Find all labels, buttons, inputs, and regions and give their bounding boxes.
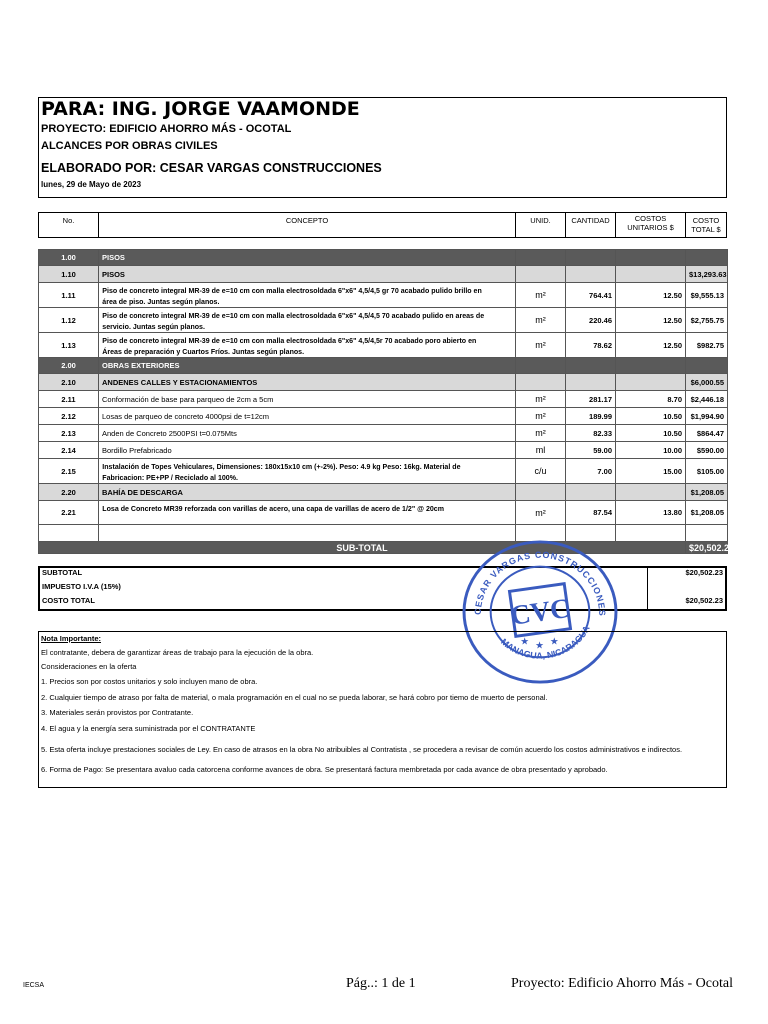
recipient-title: PARA: ING. JORGE VAAMONDE bbox=[41, 98, 360, 120]
row-unit: ml bbox=[516, 442, 566, 459]
row-concept: ANDENES CALLES Y ESTACIONAMIENTOS bbox=[99, 374, 516, 391]
row-concept: PISOS bbox=[99, 266, 516, 283]
row-unit: m² bbox=[516, 408, 566, 425]
row-quantity bbox=[566, 374, 616, 391]
page-number: Pág..: 1 de 1 bbox=[346, 976, 416, 991]
items-table bbox=[38, 249, 735, 554]
notes-box bbox=[38, 631, 727, 788]
row-code: 2.13 bbox=[39, 425, 99, 442]
svg-text:★: ★ bbox=[535, 640, 544, 652]
row-code: 1.00 bbox=[39, 250, 99, 266]
subtotal-row-value: $20,502.23 bbox=[686, 542, 728, 554]
subtotal-label: SUBTOTAL bbox=[42, 568, 83, 577]
col-concept: CONCEPTO bbox=[99, 213, 516, 237]
row-unit bbox=[516, 358, 566, 374]
row-code: 2.21 bbox=[39, 501, 99, 525]
row-code: 2.15 bbox=[39, 459, 99, 484]
row-unit: m² bbox=[516, 425, 566, 442]
row-unit-price: 15.00 bbox=[616, 459, 686, 484]
row-unit-price bbox=[616, 266, 686, 283]
notes-title: Nota Importante: bbox=[41, 634, 101, 643]
row-total: $864.47 bbox=[686, 425, 728, 442]
item-row bbox=[39, 425, 728, 442]
section-row bbox=[39, 250, 728, 266]
row-concept bbox=[99, 525, 516, 542]
note-item-1: 1. Precios son por costos unitarios y solo incluyen mano de obra. bbox=[41, 677, 258, 686]
row-total: $982.75 bbox=[686, 333, 728, 358]
row-quantity bbox=[566, 266, 616, 283]
row-unit-price: 13.80 bbox=[616, 501, 686, 525]
row-unit bbox=[516, 266, 566, 283]
row-concept: Piso de concreto integral MR-39 de e=10 cm con malla electrosoldada 6"x6" 4,5/4,5 gr 70 acabado pulido brillo en área de piso. Juntas según planos. bbox=[99, 283, 491, 308]
row-code: 2.11 bbox=[39, 391, 99, 408]
row-code: 1.13 bbox=[39, 333, 99, 358]
item-row bbox=[39, 501, 728, 525]
row-total: $2,446.18 bbox=[686, 391, 728, 408]
row-concept: Anden de Concreto 2500PSI t=0.075Mts bbox=[99, 425, 516, 442]
row-total bbox=[686, 525, 728, 542]
row-unit: m² bbox=[516, 391, 566, 408]
row-total: $13,293.63 bbox=[686, 266, 728, 283]
iva-label: IMPUESTO I.V.A (15%) bbox=[42, 582, 121, 591]
note-item-5: 5. Esta oferta incluye prestaciones sociales de Ley. En caso de atrasos en la obra No atribuibles al Contratista , se procedera a revisar de común acuerdo los costos administrativos e indirectos. bbox=[41, 745, 683, 754]
row-quantity bbox=[566, 484, 616, 501]
row-total: $1,208.05 bbox=[686, 501, 728, 525]
row-code: 2.00 bbox=[39, 358, 99, 374]
subsection-row bbox=[39, 374, 728, 391]
row-code: 1.10 bbox=[39, 266, 99, 283]
row-quantity: 281.17 bbox=[566, 391, 616, 408]
row-unit bbox=[516, 250, 566, 266]
item-row bbox=[39, 308, 728, 333]
section-row bbox=[39, 358, 728, 374]
stamp-bottom-text: MANAGUA, NICARAGUA bbox=[499, 623, 592, 661]
col-unit: UNID. bbox=[516, 213, 566, 237]
row-quantity: 220.46 bbox=[566, 308, 616, 333]
notes-line-2: Consideraciones en la oferta bbox=[41, 662, 137, 671]
row-code: 2.20 bbox=[39, 484, 99, 501]
totals-divider bbox=[647, 568, 648, 609]
item-row bbox=[39, 333, 728, 358]
note-item-4: 4. El agua y la energía sera suministrada por el CONTRATANTE bbox=[41, 724, 256, 733]
row-quantity: 78.62 bbox=[566, 333, 616, 358]
item-row bbox=[39, 283, 728, 308]
row-unit-price bbox=[616, 525, 686, 542]
row-concept: PISOS bbox=[99, 250, 516, 266]
item-row bbox=[39, 391, 728, 408]
row-unit bbox=[516, 374, 566, 391]
row-total: $105.00 bbox=[686, 459, 728, 484]
row-unit-price: 12.50 bbox=[616, 283, 686, 308]
row-unit-price: 12.50 bbox=[616, 308, 686, 333]
row-code: 1.12 bbox=[39, 308, 99, 333]
row-quantity: 87.54 bbox=[566, 501, 616, 525]
project-line: PROYECTO: EDIFICIO AHORRO MÁS - OCOTAL bbox=[41, 123, 292, 135]
row-concept: Bordillo Prefabricado bbox=[99, 442, 516, 459]
row-unit bbox=[516, 484, 566, 501]
row-quantity bbox=[566, 358, 616, 374]
row-concept: Losa de Concreto MR39 reforzada con varillas de acero, una capa de varillas de acero de 1/2" @ 20cm bbox=[99, 501, 491, 525]
row-unit-price bbox=[616, 250, 686, 266]
row-concept: Conformación de base para parqueo de 2cm a 5cm bbox=[99, 391, 516, 408]
item-row bbox=[39, 408, 728, 425]
row-unit-price bbox=[616, 484, 686, 501]
row-concept: BAHÍA DE DESCARGA bbox=[99, 484, 516, 501]
col-unit-cost: COSTOS UNITARIOS $ bbox=[616, 213, 686, 237]
row-quantity: 59.00 bbox=[566, 442, 616, 459]
totals-box bbox=[38, 566, 727, 611]
row-unit-price: 12.50 bbox=[616, 333, 686, 358]
row-unit-price bbox=[616, 358, 686, 374]
row-unit: c/u bbox=[516, 459, 566, 484]
total-value: $20,502.23 bbox=[685, 596, 723, 605]
row-code: 2.12 bbox=[39, 408, 99, 425]
footer-left-code: IECSA bbox=[23, 982, 45, 989]
row-unit-price: 8.70 bbox=[616, 391, 686, 408]
subtotal-row bbox=[39, 542, 728, 554]
note-item-6: 6. Forma de Pago: Se presentara avaluo cada catorcena conforme avances de obra. Se presentará factura membretada por cada avance de obra presentado y aprobado. bbox=[41, 765, 608, 774]
row-unit-price: 10.50 bbox=[616, 425, 686, 442]
row-quantity: 82.33 bbox=[566, 425, 616, 442]
date-line: lunes, 29 de Mayo de 2023 bbox=[41, 180, 142, 189]
row-concept: Instalación de Topes Vehiculares, Dimensiones: 180x15x10 cm (+-2%). Peso: 4.9 kg Peso: 16kg. Material de Fabricacion: PE+PP / Reciclado al 100%. bbox=[99, 459, 491, 484]
subtotal-row-label: SUB-TOTAL bbox=[39, 542, 686, 554]
total-label: COSTO TOTAL bbox=[42, 596, 95, 605]
row-unit-price: 10.50 bbox=[616, 408, 686, 425]
col-qty: CANTIDAD bbox=[566, 213, 616, 237]
row-unit-price: 10.00 bbox=[616, 442, 686, 459]
column-header bbox=[38, 212, 727, 238]
row-concept: Losas de parqueo de concreto 4000psi de t=12cm bbox=[99, 408, 516, 425]
row-total bbox=[686, 250, 728, 266]
row-total: $9,555.13 bbox=[686, 283, 728, 308]
row-unit-price bbox=[616, 374, 686, 391]
row-code: 2.14 bbox=[39, 442, 99, 459]
row-unit: m² bbox=[516, 283, 566, 308]
row-total: $1,994.90 bbox=[686, 408, 728, 425]
prepared-by-line: ELABORADO POR: CESAR VARGAS CONSTRUCCIONES bbox=[41, 161, 382, 175]
footer-project: Proyecto: Edificio Ahorro Más - Ocotal bbox=[511, 976, 734, 991]
row-total: $1,208.05 bbox=[686, 484, 728, 501]
col-no: No. bbox=[39, 213, 99, 237]
item-row bbox=[39, 442, 728, 459]
row-total: $2,755.75 bbox=[686, 308, 728, 333]
row-concept: OBRAS EXTERIORES bbox=[99, 358, 516, 374]
row-unit: m² bbox=[516, 501, 566, 525]
row-total bbox=[686, 358, 728, 374]
svg-text:★: ★ bbox=[549, 636, 559, 648]
row-concept: Piso de concreto integral MR-39 de e=10 cm con malla electrosoldada 6"x6" 4,5/4,5r 70 acabado poro abierto en Áreas de preparación y Cuartos Fríos. Juntas según planos. bbox=[99, 333, 491, 358]
row-quantity bbox=[566, 250, 616, 266]
row-unit: m² bbox=[516, 333, 566, 358]
row-unit: m² bbox=[516, 308, 566, 333]
stamp-monogram: CVC bbox=[508, 591, 572, 631]
header-box bbox=[38, 97, 727, 198]
row-total: $590.00 bbox=[686, 442, 728, 459]
stamp-ring-text: CESAR VARGAS CONSTRUCCIONES bbox=[472, 549, 608, 617]
row-code: 1.11 bbox=[39, 283, 99, 308]
subsection-row bbox=[39, 484, 728, 501]
row-concept: Piso de concreto integral MR-39 de e=10 cm con malla electrosoldada 6"x6" 4,5/4,5 70 acabado pulido en areas de servicio. Juntas según planos. bbox=[99, 308, 491, 333]
scope-line: ALCANCES POR OBRAS CIVILES bbox=[41, 140, 218, 152]
row-total: $6,000.55 bbox=[686, 374, 728, 391]
row-quantity: 189.99 bbox=[566, 408, 616, 425]
row-code: 2.10 bbox=[39, 374, 99, 391]
subsection-row bbox=[39, 266, 728, 283]
col-total: COSTO TOTAL $ bbox=[691, 216, 721, 234]
svg-text:★: ★ bbox=[520, 636, 530, 648]
note-item-2: 2. Cualquier tiempo de atraso por falta de material, o mala programación en el cual no se pueda laborar, se hará cobro por tiemo de muerto de personal. bbox=[41, 693, 548, 702]
note-item-3: 3. Materiales serán provistos por Contratante. bbox=[41, 708, 194, 717]
row-quantity: 764.41 bbox=[566, 283, 616, 308]
row-code bbox=[39, 525, 99, 542]
item-row bbox=[39, 459, 728, 484]
item-row bbox=[39, 525, 728, 542]
subtotal-value: $20,502.23 bbox=[685, 568, 723, 577]
row-quantity: 7.00 bbox=[566, 459, 616, 484]
notes-line-1: El contratante, debera de garantizar áreas de trabajo para la ejecución de la obra. bbox=[41, 648, 314, 657]
